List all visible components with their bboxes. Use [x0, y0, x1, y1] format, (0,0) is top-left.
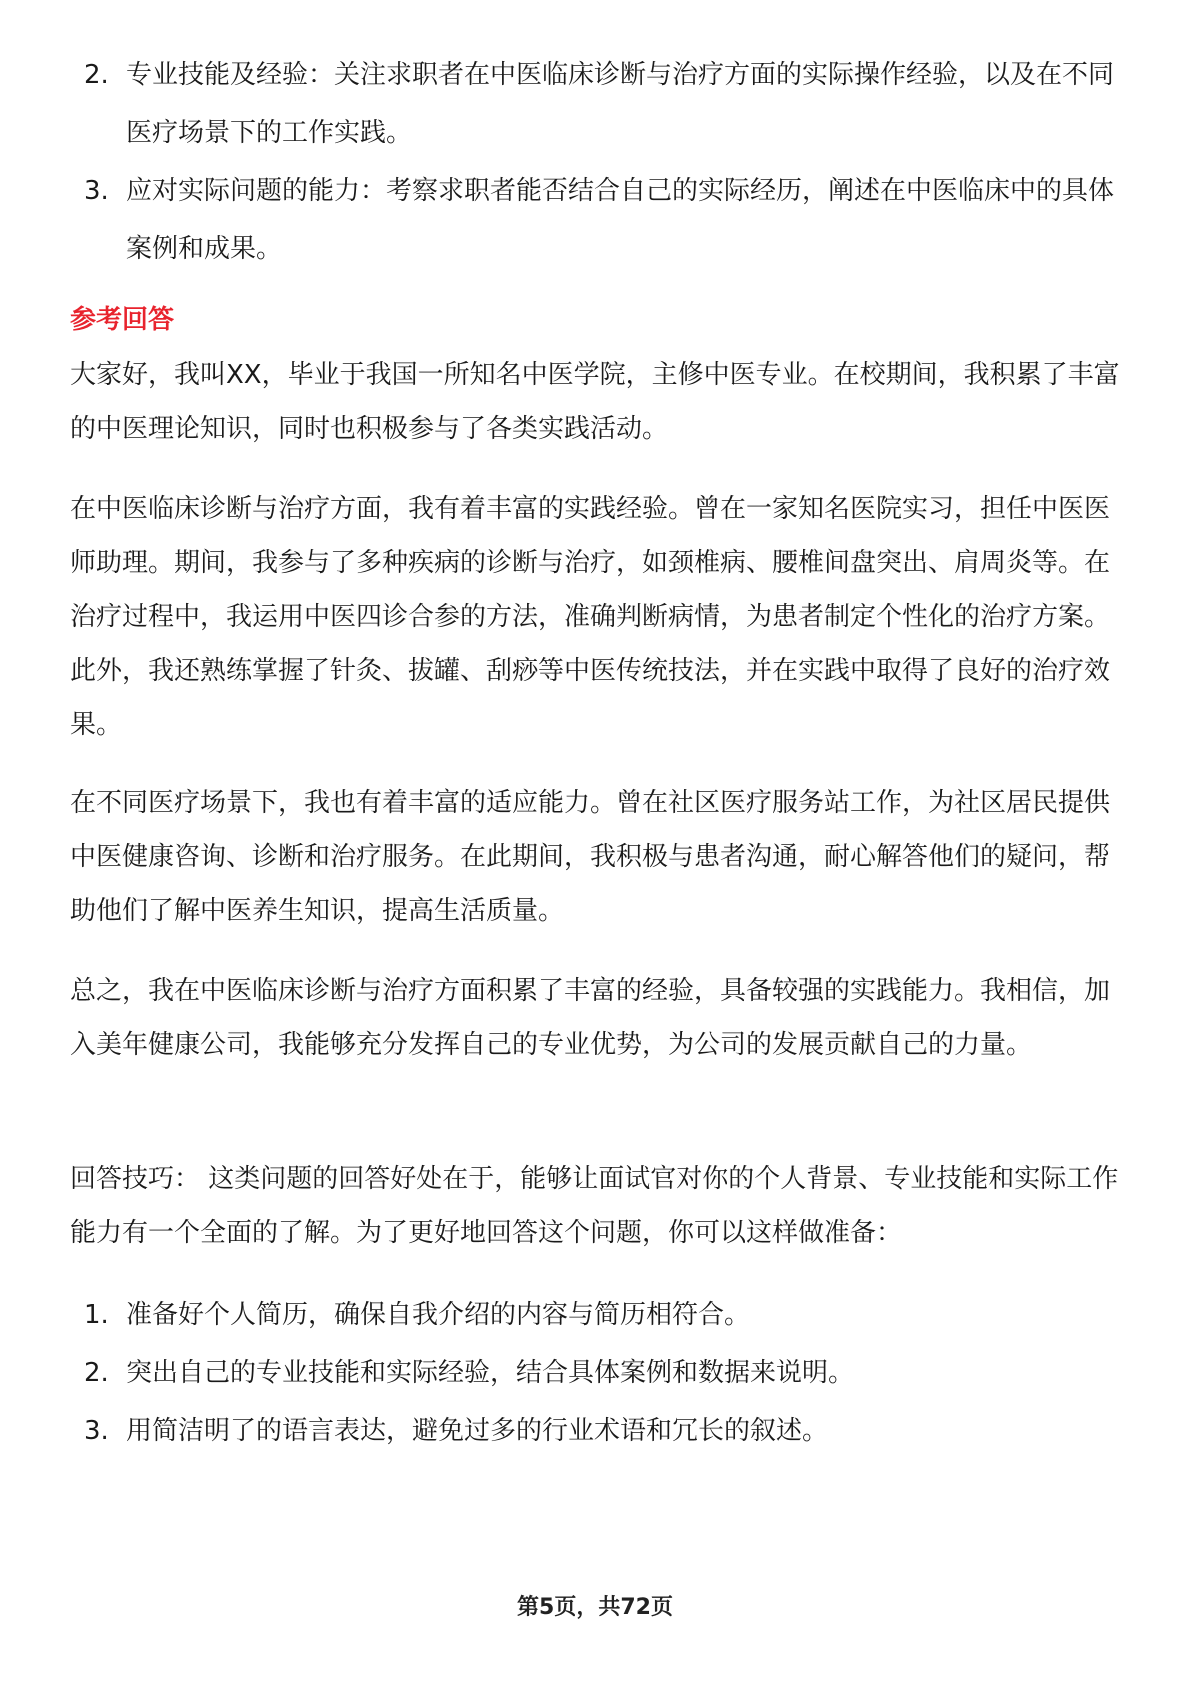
list-text: 突出自己的专业技能和实际经验，结合具体案例和数据来说明。 — [126, 1358, 855, 1388]
list-item — [84, 1286, 1124, 1344]
paragraph-clinical: 在中医临床诊断与治疗方面，我有着丰富的实践经验。曾在一家知名医院实习，担任中医医师助理。期间，我参与了多种疾病的诊断与治疗，如颈椎病、腰椎间盘突出、肩周炎等。在治疗过程中，我运用中医四诊合参的方法，准确判断病情，为患者制定个性化的治疗方案。此外，我还熟练掌握了针灸、拔罐、刮痧等中医传统技法，并在实践中取得了良好的治疗效果。 — [70, 494, 1111, 740]
criteria-list — [84, 46, 1124, 278]
list-number: 3. — [84, 1416, 109, 1446]
section-heading: 参考回答 — [70, 305, 175, 335]
list-text: 专业技能及经验：关注求职者在中医临床诊断与治疗方面的实际操作经验，以及在不同医疗场景下的工作实践。 — [126, 60, 1115, 148]
list-item — [84, 46, 1124, 162]
list-number: 1. — [84, 1300, 109, 1330]
paragraph-adaptability: 在不同医疗场景下，我也有着丰富的适应能力。曾在社区医疗服务站工作，为社区居民提供中医健康咨询、诊断和治疗服务。在此期间，我积极与患者沟通，耐心解答他们的疑问，帮助他们了解中医养生知识，提高生活质量。 — [70, 788, 1111, 926]
list-item — [84, 1402, 1124, 1460]
list-item — [84, 1344, 1124, 1402]
paragraph-intro: 大家好，我叫XX，毕业于我国一所知名中医学院，主修中医专业。在校期间，我积累了丰富的中医理论知识，同时也积极参与了各类实践活动。 — [70, 360, 1120, 444]
list-item — [84, 162, 1124, 278]
paragraph-summary: 总之，我在中医临床诊断与治疗方面积累了丰富的经验，具备较强的实践能力。我相信，加入美年健康公司，我能够充分发挥自己的专业优势，为公司的发展贡献自己的力量。 — [70, 976, 1111, 1060]
list-text: 准备好个人简历，确保自我介绍的内容与简历相符合。 — [126, 1300, 751, 1330]
paragraph-tips: 回答技巧： 这类问题的回答好处在于，能够让面试官对你的个人背景、专业技能和实际工作能力有一个全面的了解。为了更好地回答这个问题，你可以这样做准备： — [70, 1164, 1119, 1248]
page-number: 第5页，共72页 — [517, 1595, 673, 1620]
list-number: 2. — [84, 60, 109, 90]
list-text: 应对实际问题的能力：考察求职者能否结合自己的实际经历，阐述在中医临床中的具体案例和成果。 — [126, 176, 1115, 264]
tips-list — [84, 1286, 1124, 1460]
list-text: 用简洁明了的语言表达，避免过多的行业术语和冗长的叙述。 — [126, 1416, 829, 1446]
list-number: 2. — [84, 1358, 109, 1388]
list-number: 3. — [84, 176, 109, 206]
